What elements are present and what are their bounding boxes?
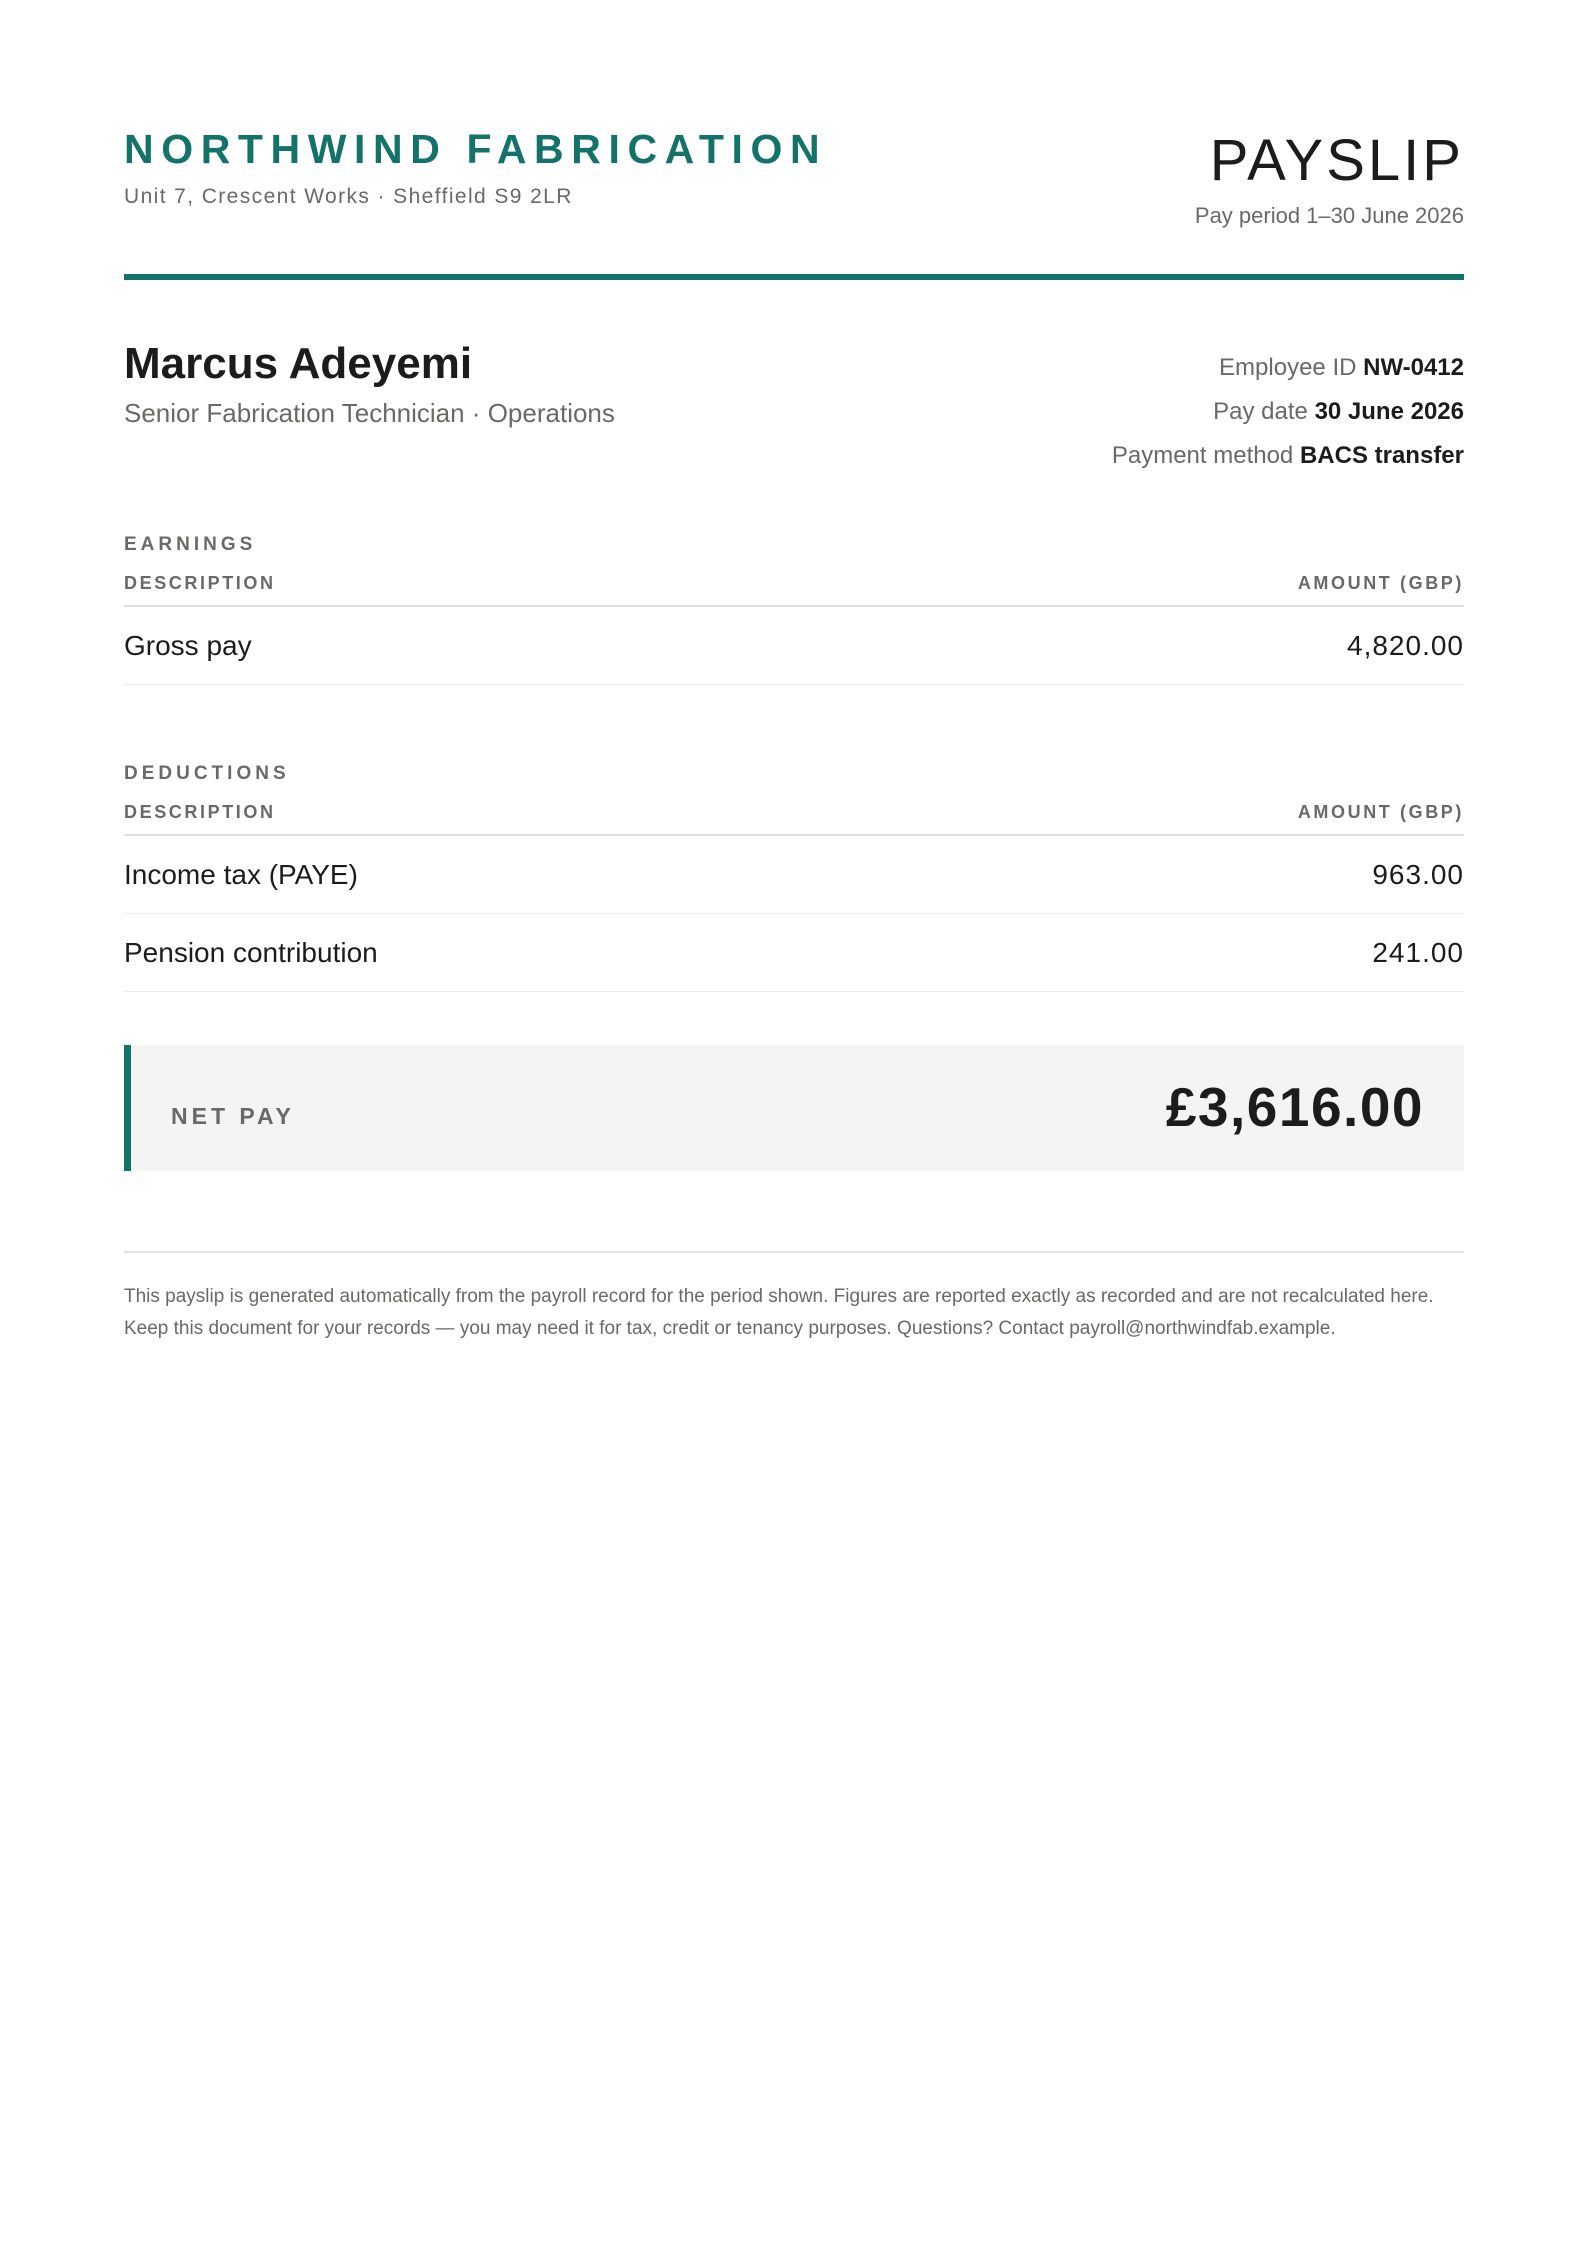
row-description: Pension contribution (124, 936, 378, 968)
employee-role: Senior Fabrication Technician · Operations (124, 398, 615, 428)
earnings-column-headers (124, 572, 1464, 607)
deductions-column-headers (124, 801, 1464, 836)
net-pay-amount: £3,616.00 (1165, 1076, 1424, 1138)
employee-name: Marcus Adeyemi (124, 339, 473, 388)
earnings-section (124, 532, 1464, 685)
column-header-description: DESCRIPTION (124, 573, 276, 593)
payment-method-row (1112, 434, 1464, 478)
meta-label: Payment method (1111, 442, 1294, 469)
deduction-row (124, 836, 1464, 914)
net-pay-label: NET PAY (171, 1103, 295, 1129)
deduction-row (124, 914, 1464, 992)
earnings-row (124, 607, 1464, 685)
company-address: Unit 7, Crescent Works · Sheffield S9 2LR (124, 185, 573, 208)
employee-meta (1112, 346, 1464, 478)
deductions-section (124, 761, 1464, 992)
employee-details (124, 282, 1464, 532)
column-header-amount: AMOUNT (GBP) (1297, 802, 1464, 822)
employee-id-value: NW-0412 (1363, 354, 1464, 381)
document-title: PAYSLIP (1209, 128, 1464, 193)
payment-method-value: BACS transfer (1299, 442, 1464, 469)
column-header-description: DESCRIPTION (124, 802, 276, 822)
pay-date-row (1112, 390, 1464, 434)
meta-label: Employee ID (1219, 354, 1357, 381)
pay-date-value: 30 June 2026 (1314, 398, 1464, 425)
employee-id-row (1112, 346, 1464, 390)
meta-label: Pay date (1213, 398, 1308, 425)
net-pay-box (124, 1045, 1464, 1171)
deductions-title: DEDUCTIONS (124, 763, 290, 784)
row-description: Gross pay (124, 629, 252, 661)
footer-divider (124, 1251, 1464, 1253)
footer-note: This payslip is generated automatically from the payroll record for the period shown. Figures are reported exactly as recorded and are not recalculated here. Keep this document for your records — you may need it for tax, credit or tenancy purposes. Questions? Contact payroll@northwindfab.example. (124, 1286, 1434, 1339)
row-amount: 241.00 (1372, 936, 1464, 968)
earnings-title: EARNINGS (124, 534, 257, 555)
row-amount: 963.00 (1372, 858, 1464, 890)
row-description: Income tax (PAYE) (124, 858, 358, 890)
row-amount: 4,820.00 (1347, 629, 1464, 661)
pay-period: Pay period 1–30 June 2026 (1194, 203, 1464, 228)
payslip-header (124, 0, 1464, 282)
company-name: NORTHWIND FABRICATION (124, 126, 828, 172)
column-header-amount: AMOUNT (GBP) (1297, 573, 1464, 593)
header-divider (124, 274, 1464, 280)
